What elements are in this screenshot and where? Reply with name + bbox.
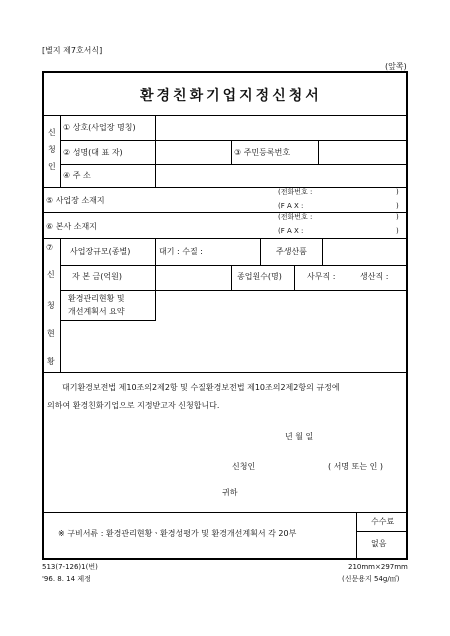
signature-note: ( 서명 또는 인 ) (328, 462, 384, 471)
resident-number-divider-left (231, 140, 232, 164)
employees-divider-right (294, 265, 295, 290)
status-label-divider (60, 238, 61, 372)
paper-size: 210mm×297mm (348, 563, 408, 571)
row-divider (60, 140, 408, 141)
status-char-4: 현 (47, 329, 55, 338)
address-divider (155, 164, 156, 187)
row-divider (42, 212, 408, 213)
frame-top (42, 71, 408, 73)
head-office-phone-label: (전화번호 : (278, 213, 313, 221)
company-name-divider (155, 115, 156, 141)
frame-left (42, 71, 44, 560)
representative-divider (155, 140, 156, 164)
row-divider (60, 265, 408, 266)
fee-row-divider (356, 531, 408, 532)
frame-bottom (42, 558, 408, 560)
applicant-char-3: 인 (48, 162, 56, 171)
applicant-label-divider (60, 115, 61, 187)
section-divider (42, 187, 408, 188)
address-label: ④ 주 소 (63, 171, 91, 180)
form-code: 513(7-126)1(번) (42, 563, 98, 571)
revision-date: '96. 8. 14 제정 (42, 575, 91, 583)
fee-column-divider (356, 512, 357, 559)
status-char-1: ⑦ (46, 243, 54, 252)
applicant-char-1: 신 (48, 128, 56, 137)
employees-label: 종업원수(명) (237, 272, 282, 281)
fee-value: 없음 (371, 539, 387, 548)
office-staff-label: 사무직 : (307, 272, 336, 281)
applicant-signature-label: 신청인 (232, 462, 256, 471)
head-office-label: ⑥ 본사 소재지 (46, 222, 97, 231)
front-page-mark: (앞쪽) (385, 62, 407, 71)
row-divider (60, 290, 408, 291)
site-fax-close: ) (396, 202, 399, 210)
applicant-char-2: 청 (48, 145, 56, 154)
form-title: 환경친화기업지정신청서 (140, 88, 322, 104)
site-location-label: ⑤ 사업장 소재지 (46, 196, 105, 205)
status-char-3: 청 (47, 301, 55, 310)
declaration-line1: 대기환경보전법 제10조의2제2항 및 수질환경보전법 제10조의2제2항의 규정에 (62, 383, 340, 392)
form-number: [별지 제7호서식] (42, 46, 103, 55)
section-divider (42, 372, 408, 373)
main-product-divider-left (260, 238, 261, 265)
status-label-column-divider (155, 238, 156, 320)
status-char-5: 황 (47, 357, 55, 366)
resident-number-label: ③ 주민등록번호 (234, 148, 291, 157)
fee-label: 수수료 (371, 517, 395, 526)
date-line: 년 월 일 (285, 432, 314, 441)
site-phone-label: (전화번호 : (278, 188, 313, 196)
required-documents: ※ 구비서류 : 환경관리현황ㆍ환경성평가 및 환경개선계획서 각 20부 (58, 529, 297, 538)
business-scale-label: 사업장규모(종별) (70, 247, 131, 256)
main-product-divider-right (322, 238, 323, 265)
env-plan-label-line2: 개선계획서 요약 (68, 307, 125, 316)
employees-divider-left (231, 265, 232, 290)
section-divider (42, 512, 408, 513)
company-name-label: ① 상호(사업장 명칭) (63, 123, 136, 132)
head-office-fax-close: ) (396, 227, 399, 235)
env-plan-label-bottom (60, 320, 156, 321)
air-water-label: 대기 : 수질 : (159, 247, 203, 256)
section-divider (42, 238, 408, 239)
status-char-2: 신 (47, 270, 55, 279)
head-office-fax-label: (F A X : (278, 227, 304, 235)
main-product-label: 주생산품 (276, 247, 307, 256)
row-divider (60, 164, 408, 165)
resident-number-divider-right (318, 140, 319, 164)
capital-label: 자 본 금(억원) (72, 272, 122, 281)
site-phone-close: ) (396, 188, 399, 196)
frame-right (406, 71, 408, 560)
representative-label: ② 성명(대 표 자) (63, 148, 123, 157)
declaration-line2: 의하여 환경친화기업으로 지정받고자 신청합니다. (47, 401, 220, 410)
head-office-phone-close: ) (396, 213, 399, 221)
site-fax-label: (F A X : (278, 202, 304, 210)
paper-type: (신문용지 54g/㎡) (342, 575, 400, 583)
addressee: 귀하 (222, 488, 238, 497)
title-divider (42, 115, 408, 116)
production-staff-label: 생산직 : (360, 272, 389, 281)
env-plan-label-line1: 환경관리현황 및 (68, 294, 125, 303)
